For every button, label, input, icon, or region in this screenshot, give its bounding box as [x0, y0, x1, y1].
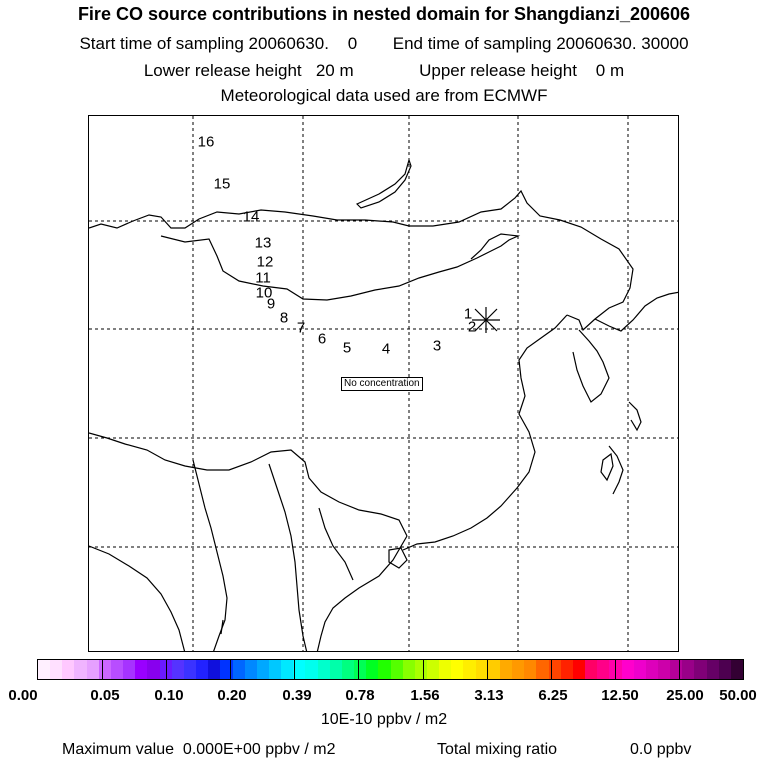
scale-tick-label: 0.39 [282, 687, 312, 704]
sampling-time-line [0, 34, 768, 54]
color-scale-unit: 10E-10 ppbv / m2 [320, 711, 448, 728]
color-scale-segment [658, 660, 670, 679]
total-mixing-ratio-label: Total mixing ratio [437, 741, 558, 758]
color-scale-segment [305, 660, 317, 679]
scale-tick-label: 6.25 [538, 687, 568, 704]
color-scale-segment [184, 660, 196, 679]
track-label-3: 3 [432, 337, 442, 355]
scale-tick-label: 3.13 [474, 687, 504, 704]
plot-title: Fire CO source contributions in nested domain for Shangdianzi_200606 [77, 4, 691, 24]
color-scale-segment [87, 660, 99, 679]
lower-release-height-label: Lower release height 20 m [143, 61, 354, 80]
color-scale-segment [694, 660, 706, 679]
color-scale-division [166, 660, 167, 679]
color-scale-segment [391, 660, 403, 679]
track-label-4: 4 [381, 340, 391, 358]
scale-tick-label: 0.00 [8, 687, 38, 704]
color-scale-segment [463, 660, 475, 679]
color-scale-segment [585, 660, 597, 679]
map-panel [88, 115, 679, 652]
india-bay-coast [89, 546, 185, 652]
track-label-7: 7 [296, 319, 306, 337]
color-scale-segment [245, 660, 257, 679]
color-scale-segment [524, 660, 536, 679]
color-scale-segment [62, 660, 74, 679]
color-scale-segment [427, 660, 439, 679]
yellow-sea-coast [403, 315, 567, 550]
color-scale-segment [707, 660, 719, 679]
track-label-9: 9 [266, 295, 276, 313]
vietnam-laos-border [319, 508, 353, 580]
color-scale-division [358, 660, 359, 679]
color-scale-segment [646, 660, 658, 679]
track-label-6: 6 [317, 330, 327, 348]
release-height-line [0, 61, 768, 81]
color-scale-segment [172, 660, 184, 679]
color-scale-segment [634, 660, 646, 679]
color-scale-division [230, 660, 231, 679]
mongolia-southern-border [161, 234, 518, 300]
color-scale-segment [500, 660, 512, 679]
color-scale-segment [488, 660, 500, 679]
china-northern-border [89, 191, 633, 330]
korea-border [595, 292, 679, 331]
thailand-border [269, 464, 307, 652]
color-scale-segment [670, 660, 682, 679]
color-scale-segment [573, 660, 585, 679]
max-value-label: Maximum value 0.000E+00 ppbv / m2 [62, 741, 336, 758]
color-scale-division [102, 660, 103, 679]
track-label-16: 16 [197, 133, 215, 151]
scale-tick-label: 0.78 [345, 687, 375, 704]
scale-tick-label: 25.00 [666, 687, 704, 704]
color-scale-segment [147, 660, 159, 679]
color-scale-segment [111, 660, 123, 679]
met-data-label: Meteorological data used are from ECMWF [220, 86, 548, 105]
color-scale-segment [512, 660, 524, 679]
china-west-south-border [89, 433, 407, 536]
color-scale-division [679, 660, 680, 679]
color-scale-segment [366, 660, 378, 679]
track-label-13: 13 [254, 234, 272, 252]
color-scale-segment [233, 660, 245, 679]
color-scale-segment [439, 660, 451, 679]
color-scale-segment [451, 660, 463, 679]
track-label-15: 15 [213, 175, 231, 193]
color-scale-segment [123, 660, 135, 679]
scale-tick-label: 0.20 [217, 687, 247, 704]
korea-peninsula [573, 330, 609, 402]
end-time-label: End time of sampling 20060630. 30000 [392, 34, 689, 53]
color-scale-segment [50, 660, 62, 679]
color-scale-segment [135, 660, 147, 679]
color-scale-bar [37, 659, 744, 680]
color-scale-segment [415, 660, 427, 679]
color-scale-division [294, 660, 295, 679]
color-scale-segment [561, 660, 573, 679]
baikal-lake [357, 160, 411, 208]
color-scale-segment [597, 660, 609, 679]
total-mixing-ratio-value: 0.0 ppbv [630, 741, 692, 758]
scale-tick-label: 50.00 [719, 687, 757, 704]
scale-tick-label: 0.05 [90, 687, 120, 704]
color-scale-segment [269, 660, 281, 679]
color-scale-segment [318, 660, 330, 679]
color-scale-segment [99, 660, 111, 679]
map-boundaries [89, 160, 679, 652]
track-label-1: 1 [463, 305, 473, 323]
track-label-12: 12 [256, 253, 274, 271]
japan-west [629, 402, 641, 430]
track-label-11: 11 [255, 269, 271, 287]
color-scale-segment [330, 660, 342, 679]
track-label-5: 5 [342, 339, 352, 357]
scale-tick-label: 12.50 [601, 687, 639, 704]
scale-tick-label: 1.56 [410, 687, 440, 704]
taiwan [601, 454, 613, 480]
color-scale-segment [403, 660, 415, 679]
indochina-coast [317, 536, 407, 652]
start-time-label: Start time of sampling 20060630. 0 [79, 34, 358, 53]
color-scale-segment [342, 660, 354, 679]
color-scale-division [487, 660, 488, 679]
color-scale-segment [38, 660, 50, 679]
track-label-2: 2 [467, 318, 477, 336]
scale-tick-label: 0.10 [154, 687, 184, 704]
color-scale-segment [208, 660, 220, 679]
track-label-14: 14 [242, 208, 260, 226]
color-scale-segment [281, 660, 293, 679]
color-scale-division [551, 660, 552, 679]
color-scale-segment [378, 660, 390, 679]
color-scale-segment [536, 660, 548, 679]
color-scale-segment [476, 660, 488, 679]
color-scale-segment [354, 660, 366, 679]
color-scale-segment [731, 660, 743, 679]
color-scale-segment [257, 660, 269, 679]
track-label-10: 10 [255, 284, 273, 302]
color-scale-segment [682, 660, 694, 679]
color-scale-division [615, 660, 616, 679]
color-scale-division [423, 660, 424, 679]
no-concentration-label: No concentration [341, 377, 423, 391]
color-scale-segment [719, 660, 731, 679]
upper-release-height-label: Upper release height 0 m [419, 61, 625, 80]
color-scale-segment [622, 660, 634, 679]
track-label-8: 8 [279, 309, 289, 327]
myanmar-coast [193, 460, 227, 652]
receptor-marker [472, 307, 500, 333]
color-scale-segment [74, 660, 86, 679]
color-scale-segment [196, 660, 208, 679]
color-scale-segment [293, 660, 305, 679]
